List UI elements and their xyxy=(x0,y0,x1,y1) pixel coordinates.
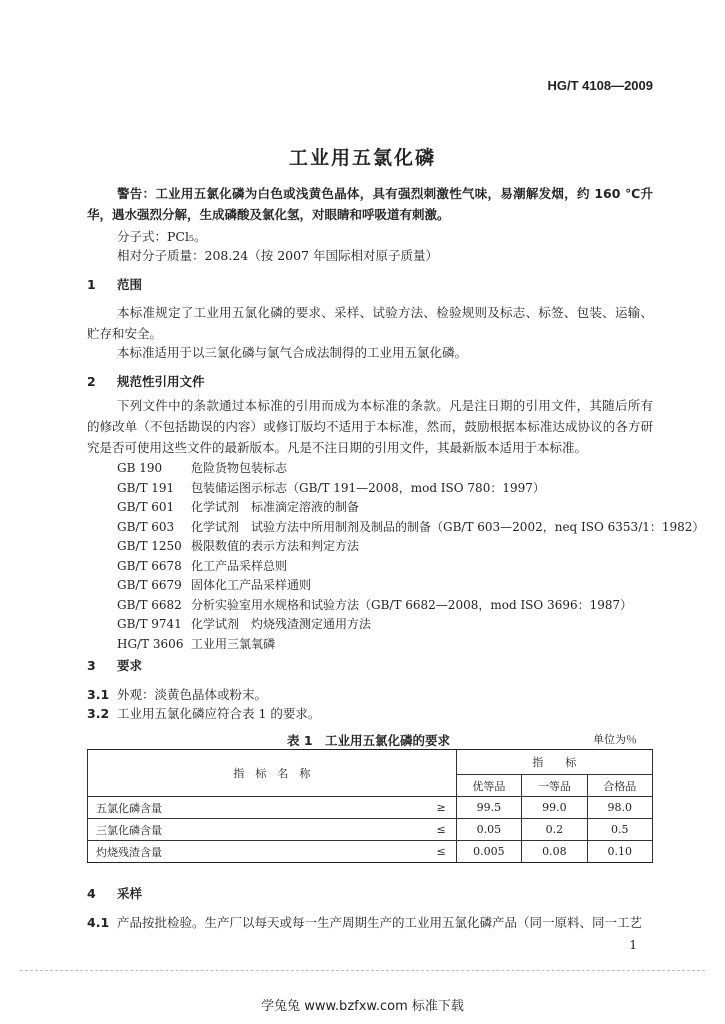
column-header-grade: 一等品 xyxy=(522,775,587,797)
row-label: 五氯化磷含量 xyxy=(88,797,416,819)
column-header-item: 指 标 名 称 xyxy=(88,750,457,797)
table-cell: 99.5 xyxy=(456,797,521,819)
column-header-group: 指 标 xyxy=(456,750,652,775)
table-cell: 0.005 xyxy=(456,841,521,863)
section-1-paragraph-2: 本标准适用于以三氯化磷与氯气合成法制得的工业用五氯化磷。 xyxy=(117,345,468,360)
reference-item: GB/T 6679 固体化工产品采样通则 xyxy=(117,578,312,592)
reference-item: GB 190 危险货物包装标志 xyxy=(117,461,288,475)
warning-text: 警告：工业用五氯化磷为白色或浅黄色晶体，具有强烈刺激性气味，易潮解发烟，约 160 ℃升华，遇水强烈分解，生成磷酸及氯化氢，对眼睛和呼吸道有刺激。 xyxy=(87,186,653,222)
page-number: 1 xyxy=(629,938,637,952)
table-row xyxy=(88,797,653,819)
reference-item: GB/T 603 化学试剂 试验方法中所用制剂及制品的制备（GB/T 603—2002，neq ISO 6353/1：1982） xyxy=(117,519,705,534)
column-header-grade: 合格品 xyxy=(587,775,652,797)
clause-3-1: 3.1 外观：淡黄色晶体或粉末。 xyxy=(87,687,268,702)
table-cell: 99.0 xyxy=(522,797,587,819)
row-label: 灼烧残渣含量 xyxy=(88,841,416,863)
reference-item: GB/T 601 化学试剂 标准滴定溶液的制备 xyxy=(117,500,360,514)
table-cell: 0.05 xyxy=(456,819,521,841)
footer-divider xyxy=(20,970,705,971)
table-row xyxy=(88,841,653,863)
table-unit: 单位为％ xyxy=(593,733,637,746)
section-1-heading: 1 范围 xyxy=(87,277,143,292)
section-2-heading: 2 规范性引用文件 xyxy=(87,374,205,389)
table-cell: 0.2 xyxy=(522,819,587,841)
comparison-operator: ≥ xyxy=(416,797,457,819)
section-3-heading: 3 要求 xyxy=(87,658,143,673)
requirements-table xyxy=(87,749,653,863)
table-cell: 0.5 xyxy=(587,819,652,841)
clause-4-1: 4.1 产品按批检验。生产厂以每天或每一生产周期生产的工业用五氯化磷产品（同一原料、同一工艺 xyxy=(87,915,643,930)
reference-item: GB/T 9741 化学试剂 灼烧残渣测定通用方法 xyxy=(117,617,372,631)
footer-watermark: 学兔兔 www.bzfxw.com 标准下载 xyxy=(261,999,464,1014)
clause-3-2: 3.2 工业用五氯化磷应符合表 1 的要求。 xyxy=(87,706,321,721)
row-label: 三氯化磷含量 xyxy=(88,819,416,841)
reference-item: GB/T 6678 化工产品采样总则 xyxy=(117,558,288,573)
reference-item: GB/T 6682 分析实验室用水规格和试验方法（GB/T 6682—2008，mod ISO 3696：1987） xyxy=(117,597,633,612)
section-1-paragraph-1: 本标准规定了工业用五氯化磷的要求、采样、试验方法、检验规则及标志、标签、包装、运输、贮存和安全。 xyxy=(87,305,653,341)
comparison-operator: ≤ xyxy=(416,819,457,841)
comparison-operator: ≤ xyxy=(416,841,457,863)
section-2-paragraph: 下列文件中的条款通过本标准的引用而成为本标准的条款。凡是注日期的引用文件，其随后所有的修改单（不包括勘误的内容）或修订版均不适用于本标准，然而，鼓励根据本标准达成协议的各方研究是否可使用这些文件的最新版本。凡是不注日期的引用文件，其最新版本适用于本标准。 xyxy=(87,398,653,455)
table-row xyxy=(88,819,653,841)
table-cell: 98.0 xyxy=(587,797,652,819)
section-4-heading: 4 采样 xyxy=(87,886,143,901)
column-header-grade: 优等品 xyxy=(456,775,521,797)
standard-number: HG/T 4108—2009 xyxy=(547,78,653,93)
table-cell: 0.08 xyxy=(522,841,587,863)
table-cell: 0.10 xyxy=(587,841,652,863)
reference-item: GB/T 1250 极限数值的表示方法和判定方法 xyxy=(117,539,360,553)
document-title: 工业用五氯化磷 xyxy=(288,147,436,169)
reference-item: HG/T 3606 工业用三氯氧磷 xyxy=(117,636,276,651)
molecular-formula: 分子式：PCl₅。 xyxy=(117,229,207,244)
reference-item: GB/T 191 包装储运图示标志（GB/T 191—2008，mod ISO 780：1997） xyxy=(117,480,545,495)
molecular-mass: 相对分子质量：208.24（按 2007 年国际相对原子质量） xyxy=(117,248,438,263)
reference-list xyxy=(117,459,704,654)
table-caption: 表 1 工业用五氯化磷的要求 xyxy=(287,733,451,748)
